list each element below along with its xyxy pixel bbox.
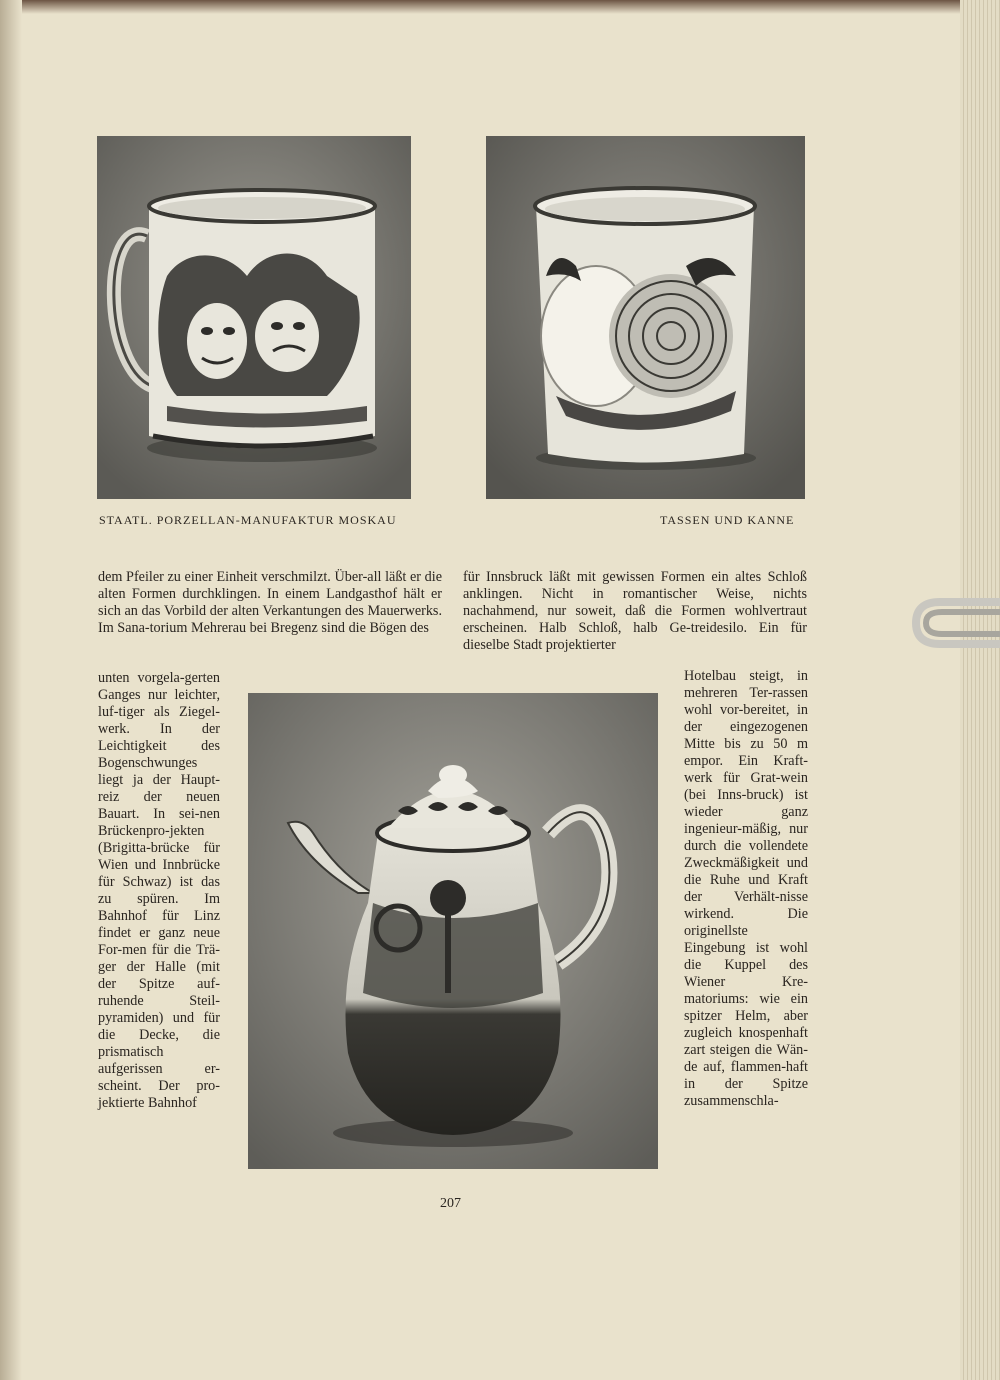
cup-with-flowers-photo [486,136,805,499]
page-number: 207 [440,1196,461,1211]
page-gutter-shadow [0,0,22,1380]
paragraph: für Innsbruck läßt mit gewissen Formen ein altes Schloß anklingen. Nicht in romantischer Weise, nichts nachahmend, nur soweit, daß die Formen wohlvertraut erscheinen. Halb Schloß, halb Ge-treidesilo. Ein für dieselbe Stadt projektierter [463,569,807,653]
caption-right: TASSEN UND KANNE [660,513,795,527]
teapot-photo [248,693,658,1169]
caption-left: STAATL. PORZELLAN-MANUFAKTUR MOSKAU [99,513,397,527]
paragraph: unten vorgela-gerten Ganges nur leichter, luf-tiger als Ziegel-werk. In der Leichtigkeit des Bogenschwunges liegt ja der Haupt-reiz der neuen Bauart. In sei-nen Brückenpro-jekten (Brigitta-brücke für Wien und Innbrücke für Schwaz) ist das zu spüren. Im Bahnhof für Linz findet er ganz neue For-men für die Trä-ger der Halle (mit der Spitze auf-ruhende Steil-pyramiden) und für die Decke, die prismatisch aufgerissen er-scheint. Der pro-jektierte Bahnhof [98,670,220,1111]
text-column-right-top [463,569,807,654]
page-top-edge [0,0,1000,14]
paragraph: Hotelbau steigt, in mehreren Ter-rassen wohl vor-bereitet, in der eingezogenen Mitte bis zu 50 m empor. Ein Kraft-werk für Grat-wein (bei Inns-bruck) ist wieder ganz ingenieur-mäßig, nur durch die vollendete Zweckmäßigkeit und die Ruhe und Kraft der Verhält-nisse wirkend. Die originellste Eingebung ist wohl die Kuppel des Wiener Kre-matoriums: wie ein spitzer Helm, aber zugleich knospenhaft zart steigen die Wän-de auf, flammen-haft in der Spitze zusammenschla- [684,668,808,1109]
text-column-right-narrow [684,668,808,1110]
text-column-left-top [98,569,442,637]
paragraph: dem Pfeiler zu einer Einheit verschmilzt. Über-all läßt er die alten Formen durchklingen. In einem Landgasthof hält er sich an das Vorbild der alten Verkantungen des Mauerwerks. Im Sana-torium Mehrerau bei Bregenz sind die Bögen des [98,569,442,636]
mug-with-masks-photo [97,136,411,499]
page-stack-edge [960,0,1000,1380]
paper-clip-icon [912,596,1000,650]
text-column-left-narrow [98,670,220,1112]
